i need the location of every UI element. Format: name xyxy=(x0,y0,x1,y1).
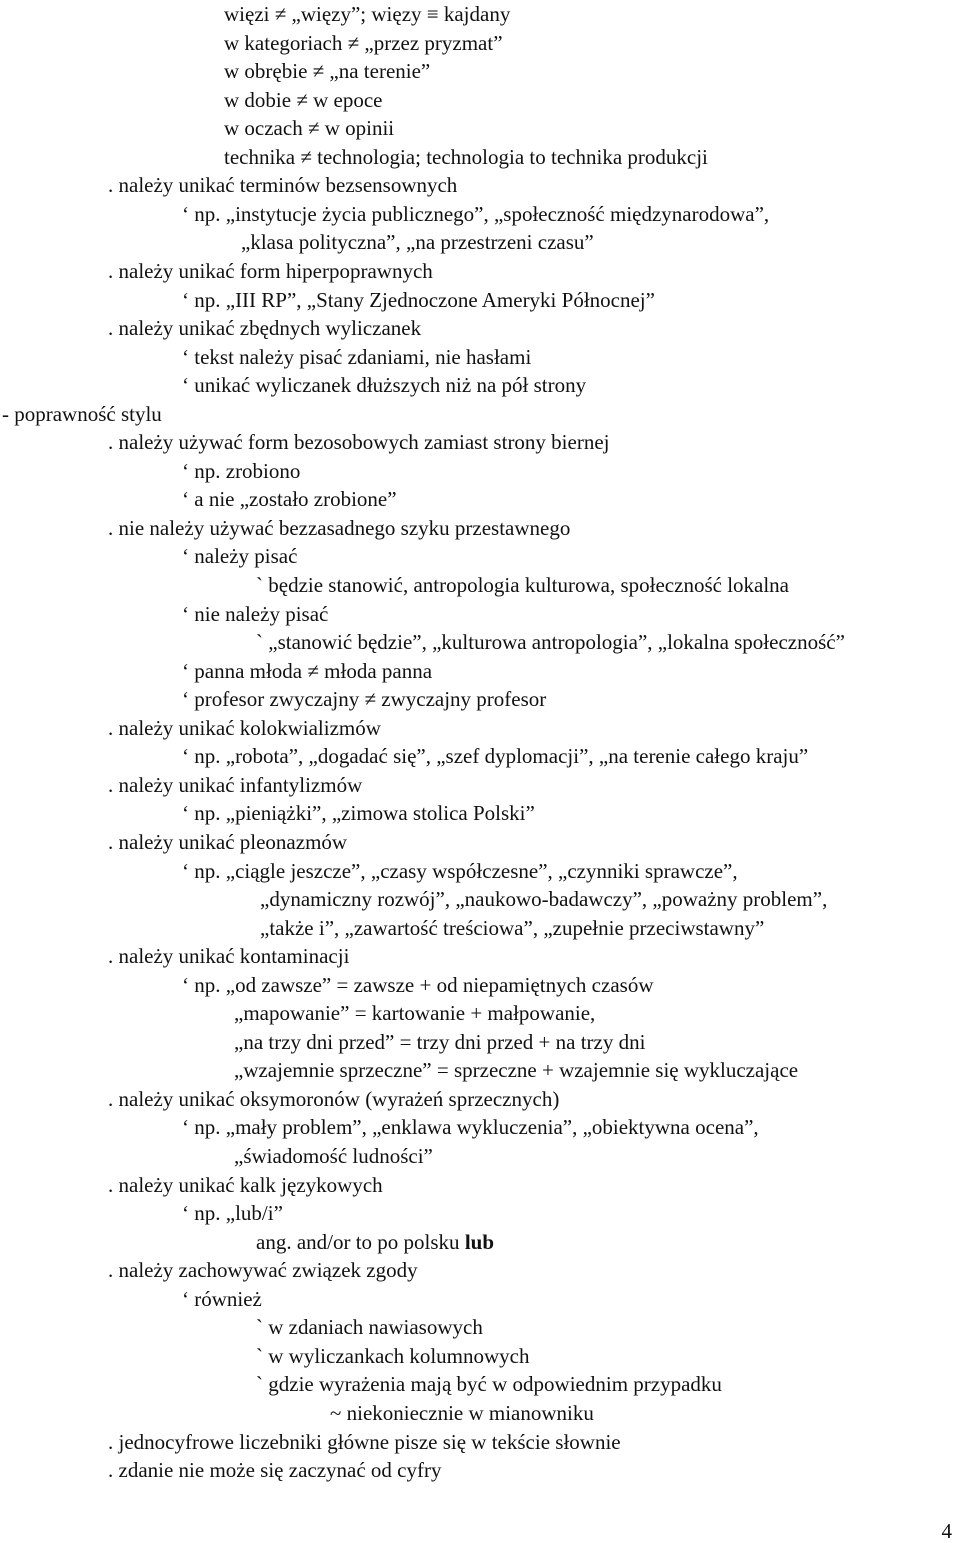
text-line xyxy=(224,1,510,27)
text-line xyxy=(108,258,433,284)
line-text: ~ niekoniecznie w mianowniku xyxy=(330,1400,594,1425)
bold-term: lub xyxy=(464,1229,495,1254)
text-line xyxy=(224,115,394,141)
line-text: ‘ panna młoda ≠ młoda panna xyxy=(182,658,433,683)
line-text: . należy unikać kolokwializmów xyxy=(108,715,381,740)
text-line xyxy=(234,1057,798,1083)
text-line xyxy=(182,1286,262,1312)
text-line xyxy=(108,429,610,455)
text-line xyxy=(108,1457,442,1483)
line-text: w dobie ≠ w epoce xyxy=(224,87,383,112)
text-line xyxy=(182,800,535,826)
line-text: . należy unikać form hiperpoprawnych xyxy=(108,258,433,283)
line-text: ` w wyliczankach kolumnowych xyxy=(256,1343,530,1368)
line-text: ` w zdaniach nawiasowych xyxy=(256,1315,483,1340)
line-text: ‘ np. „lub/i” xyxy=(182,1201,283,1226)
text-line xyxy=(182,743,808,769)
text-line xyxy=(241,229,594,255)
text-line xyxy=(224,144,708,170)
line-text: „na trzy dni przed” = trzy dni przed + na trzy dni xyxy=(234,1029,646,1054)
line-text: technika ≠ technologia; technologia to technika produkcji xyxy=(224,144,708,169)
text-line xyxy=(224,58,430,84)
text-line xyxy=(224,87,382,113)
line-text: . zdanie nie może się zaczynać od cyfry xyxy=(108,1458,442,1483)
text-line xyxy=(182,686,546,712)
text-line xyxy=(224,30,503,56)
line-text: ang. and/or to po polsku xyxy=(256,1229,465,1254)
line-text: . należy unikać zbędnych wyliczanek xyxy=(108,316,422,341)
text-line xyxy=(108,172,457,198)
line-text: . należy unikać infantylizmów xyxy=(108,772,363,797)
text-line xyxy=(260,886,827,912)
text-line xyxy=(182,972,654,998)
text-line xyxy=(234,1000,595,1026)
line-text: ` „stanowić będzie”, „kulturowa antropologia”, „lokalna społeczność” xyxy=(256,630,845,655)
line-text: . należy unikać terminów bezsensownych xyxy=(108,173,458,198)
text-line xyxy=(256,629,845,655)
line-text: . należy unikać kontaminacji xyxy=(108,944,350,969)
line-text: ‘ np. „instytucje życia publicznego”, „społeczność międzynarodowa”, xyxy=(182,201,770,226)
line-text: ‘ profesor zwyczajny ≠ zwyczajny profesor xyxy=(182,687,547,712)
line-text: „wzajemnie sprzeczne” = sprzeczne + wzajemnie się wykluczające xyxy=(234,1058,799,1083)
line-text: ‘ również xyxy=(182,1286,262,1311)
page-number: 4 xyxy=(941,1519,952,1543)
text-line xyxy=(260,915,764,941)
text-line xyxy=(182,458,300,484)
line-text: ‘ np. „ciągle jeszcze”, „czasy współczesne”, „czynniki sprawcze”, xyxy=(182,858,738,883)
line-text: ‘ nie należy pisać xyxy=(182,601,329,626)
text-line xyxy=(108,1429,621,1455)
line-text: . nie należy używać bezzasadnego szyku przestawnego xyxy=(108,515,571,540)
text-line xyxy=(256,1229,494,1255)
line-text: ‘ a nie „zostało zrobione” xyxy=(182,487,397,512)
line-text: ‘ np. „robota”, „dogadać się”, „szef dyplomacji”, „na terenie całego kraju” xyxy=(182,744,809,769)
line-text: w kategoriach ≠ „przez pryzmat” xyxy=(224,30,503,55)
text-line xyxy=(182,344,531,370)
text-line xyxy=(108,772,362,798)
line-text: . jednocyfrowe liczebniki główne pisze się w tekście słownie xyxy=(108,1429,621,1454)
line-text: ‘ np. „mały problem”, „enklawa wykluczenia”, „obiektywna ocena”, xyxy=(182,1115,759,1140)
line-text: ‘ należy pisać xyxy=(182,544,298,569)
text-line xyxy=(234,1029,645,1055)
text-line xyxy=(108,1172,383,1198)
line-text: „także i”, „zawartość treściowa”, „zupełnie przeciwstawny” xyxy=(260,915,765,940)
text-line xyxy=(330,1400,594,1426)
text-line xyxy=(182,201,769,227)
line-text: . należy zachowywać związek zgody xyxy=(108,1258,418,1283)
text-line xyxy=(108,943,349,969)
text-line xyxy=(108,515,570,541)
text-line xyxy=(108,829,347,855)
text-line xyxy=(2,401,162,427)
text-line xyxy=(182,543,297,569)
line-text: - poprawność stylu xyxy=(2,401,162,426)
line-text: ‘ np. zrobiono xyxy=(182,458,301,483)
line-text: ‘ np. „pieniążki”, „zimowa stolica Polski” xyxy=(182,801,535,826)
text-line xyxy=(256,1343,530,1369)
line-text: . należy unikać oksymoronów (wyrażeń sprzecznych) xyxy=(108,1086,560,1111)
text-line xyxy=(256,572,789,598)
text-line xyxy=(256,1371,722,1397)
line-text: „dynamiczny rozwój”, „naukowo-badawczy”, „poważny problem”, xyxy=(260,887,828,912)
text-line xyxy=(182,658,432,684)
line-text: . należy używać form bezosobowych zamiast strony biernej xyxy=(108,430,610,455)
line-text: . należy unikać kalk językowych xyxy=(108,1172,383,1197)
line-text: w obrębie ≠ „na terenie” xyxy=(224,59,431,84)
text-line xyxy=(108,715,381,741)
text-line xyxy=(108,1257,418,1283)
line-text: ‘ np. „III RP”, „Stany Zjednoczone Ameryki Północnej” xyxy=(182,287,655,312)
line-text: ‘ unikać wyliczanek dłuższych niż na pół strony xyxy=(182,373,587,398)
line-text: w oczach ≠ w opinii xyxy=(224,116,395,141)
line-text: więzi ≠ „więzy”; więzy ≡ kajdany xyxy=(224,2,511,26)
line-text: ` gdzie wyrażenia mają być w odpowiednim przypadku xyxy=(256,1372,722,1397)
line-text: „świadomość ludności” xyxy=(234,1144,433,1168)
text-line xyxy=(256,1314,483,1340)
text-line xyxy=(182,372,586,398)
line-text: ‘ tekst należy pisać zdaniami, nie hasłami xyxy=(182,344,532,369)
text-line xyxy=(108,1086,559,1112)
text-line xyxy=(182,1200,283,1226)
line-text: „klasa polityczna”, „na przestrzeni czasu” xyxy=(241,230,594,255)
text-line xyxy=(182,1114,759,1140)
line-text: ` będzie stanowić, antropologia kulturowa, społeczność lokalna xyxy=(256,573,789,597)
line-text: „mapowanie” = kartowanie + małpowanie, xyxy=(234,1001,596,1026)
text-line xyxy=(182,601,328,627)
text-line xyxy=(182,486,397,512)
text-line xyxy=(182,287,655,313)
text-line xyxy=(234,1143,433,1169)
line-text: . należy unikać pleonazmów xyxy=(108,829,348,854)
line-text: ‘ np. „od zawsze” = zawsze + od niepamiętnych czasów xyxy=(182,972,654,997)
text-line xyxy=(182,858,738,884)
text-line xyxy=(108,315,421,341)
